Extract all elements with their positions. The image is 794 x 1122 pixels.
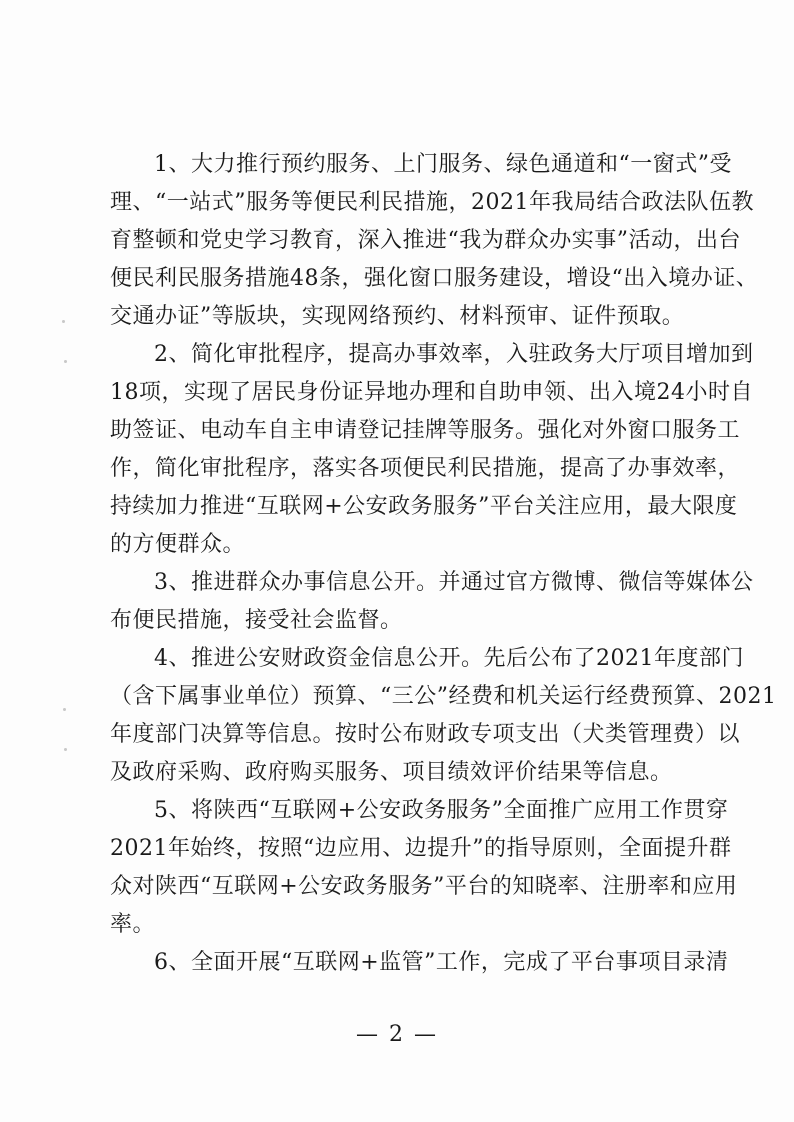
text-line: 6、全面开展“互联网+监管”工作，完成了平台事项目录清 xyxy=(154,950,729,975)
text-line: 众对陕西“互联网+公安政务服务”平台的知晓率、注册率和应用 xyxy=(110,874,738,899)
text-line: 持续加力推进“互联网+公安政务服务”平台关注应用，最大限度 xyxy=(110,494,738,519)
text-line: 助签证、电动车自主申请登记挂牌等服务。强化对外窗口服务工 xyxy=(110,418,741,443)
scan-speck xyxy=(64,360,67,363)
text-line: 5、将陕西“互联网+公安政务服务”全面推广应用工作贯穿 xyxy=(154,798,729,823)
paragraph-3 xyxy=(110,564,754,640)
text-line: 及政府采购、政府购买服务、项目绩效评价结果等信息。 xyxy=(110,760,673,785)
text-line: 年度部门决算等信息。按时公布财政专项支出（犬类管理费）以 xyxy=(110,722,741,747)
text-line: （含下属事业单位）预算、“三公”经费和机关运行经费预算、2021 xyxy=(110,684,777,709)
text-line: 4、推进公安财政资金信息公开。先后公布了2021年度部门 xyxy=(154,646,744,671)
text-line: 作，简化审批程序，落实各项便民利民措施，提高了办事效率， xyxy=(110,456,741,481)
scan-speck xyxy=(62,320,65,323)
text-line: 3、推进群众办事信息公开。并通过官方微博、微信等媒体公 xyxy=(154,570,754,595)
text-line: 的方便群众。 xyxy=(110,532,246,557)
text-line: 18项，实现了居民身份证异地办理和自助申领、出入境24小时自 xyxy=(110,380,753,405)
text-line: 育整顿和党史学习教育，深入推进“我为群众办实事”活动，出台 xyxy=(110,228,741,253)
paragraph-1 xyxy=(110,146,759,336)
paragraph-6 xyxy=(110,944,729,982)
document-body xyxy=(110,146,777,982)
text-line: 交通办证”等版块，实现网络预约、材料预审、证件预取。 xyxy=(110,304,685,329)
paragraph-4 xyxy=(110,640,777,792)
scan-speck xyxy=(64,748,67,751)
text-line: 2021年始终，按照“边应用、边提升”的指导原则，全面提升群 xyxy=(110,836,732,861)
text-line: 2、简化审批程序，提高办事效率，入驻政务大厅项目增加到 xyxy=(154,342,754,367)
text-line: 1、大力推行预约服务、上门服务、绿色通道和“一窗式”受 xyxy=(154,152,732,177)
text-line: 布便民措施，接受社会监督。 xyxy=(110,608,403,633)
text-line: 便民利民服务措施48条，强化窗口服务建设，增设“出入境办证、 xyxy=(110,266,759,291)
page-number: — 2 — xyxy=(356,1022,438,1047)
scan-speck xyxy=(63,708,66,711)
paragraph-2 xyxy=(110,336,754,564)
paragraph-5 xyxy=(110,792,738,944)
text-line: 率。 xyxy=(110,912,156,937)
text-line: 理、“一站式”服务等便民利民措施，2021年我局结合政法队伍教 xyxy=(110,190,754,215)
